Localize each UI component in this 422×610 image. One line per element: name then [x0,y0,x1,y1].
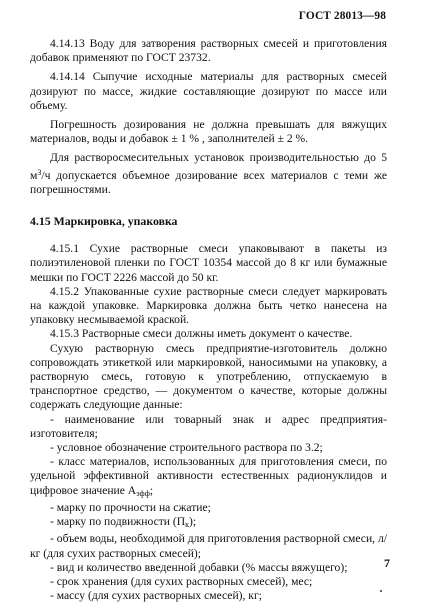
list-item [30,455,387,501]
list-item: - вид и количество введенной добавки (% массы вяжущего); [50,560,348,574]
pk-subscript: к [185,520,190,530]
list-item: - массу (для сухих растворных смесей), кг; [50,589,262,603]
document-body [30,37,387,603]
paragraph-dry-mix-labeling: Сухую растворную смесь предприятие-изготовитель должно сопровождать этикеткой или маркировкой, наносимыми на упаковку, а растворную смесь, готовую к употреблению, отпускаемую в транспортное средство, — документом о качестве, которые должны содержать следующие данные: [30,341,387,412]
scan-speck [380,590,382,592]
list-item [30,515,387,532]
list-item-text: - класс материалов, использованных для приготовления смеси, по удельной эффективной активности естественных радионуклидов и цифровое значение А [30,455,387,497]
paragraph-4-14-13: 4.14.13 Воду для затворения растворных смесей и приготовления добавок применяют по ГОСТ 23732. [30,37,387,65]
cubic-superscript: 3 [37,167,42,177]
volumetric-text-a: Для растворосмесительных установок производительностью до 5 м [30,151,387,182]
paragraph-4-15-2: 4.15.2 Упакованные сухие растворные смеси следует маркировать на каждой упаковке. Маркировка должна быть четко нанесена на упаковку несмываемой краской. [30,284,387,327]
list-item-text-end: ; [149,483,154,497]
paragraph-volumetric-dosing [30,151,387,197]
paragraph-4-14-14: 4.14.14 Сыпучие исходные материалы для растворных смесей дозируют по массе, жидкие составляющие дозируют по массе или объему. [30,70,387,112]
page-number: 7 [384,556,390,570]
volumetric-text-b: /ч допускается объемное дозирование всех материалов с теми же погрешностями. [30,168,387,196]
paragraph-4-15-3: 4.15.3 Растворные смеси должны иметь документ о качестве. [50,327,353,341]
aeff-subscript: эфф [136,488,150,498]
document-code: ГОСТ 28013—98 [298,10,386,22]
list-item: - марку по прочности на сжатие; [50,500,211,514]
section-title-4-15: 4.15 Маркировка, упаковка [30,214,178,229]
list-item: - наименование или товарный знак и адрес предприятия-изготовителя; [30,412,387,440]
paragraph-4-15-1: 4.15.1 Сухие растворные смеси упаковывают в пакеты из полиэтиленовой пленки по ГОСТ 10354 массой до 8 кг или бумажные мешки по ГОСТ 2226 массой до 50 кг. [30,242,387,284]
list-item-text: - марку по подвижности (П [50,515,186,529]
list-item-text-end: ); [189,515,197,529]
list-item: - условное обозначение строительного раствора по 3.2; [50,441,323,455]
list-item: - объем воды, необходимой для приготовления растворной смеси, л/кг (для сухих растворных смесей); [30,532,387,560]
paragraph-dosing-tolerance: Погрешность дозирования не должна превышать для вяжущих материалов, воды и добавок ± 1 % , заполнителей ± 2 %. [30,118,387,146]
list-item: - срок хранения (для сухих растворных смесей), мес; [50,574,313,588]
